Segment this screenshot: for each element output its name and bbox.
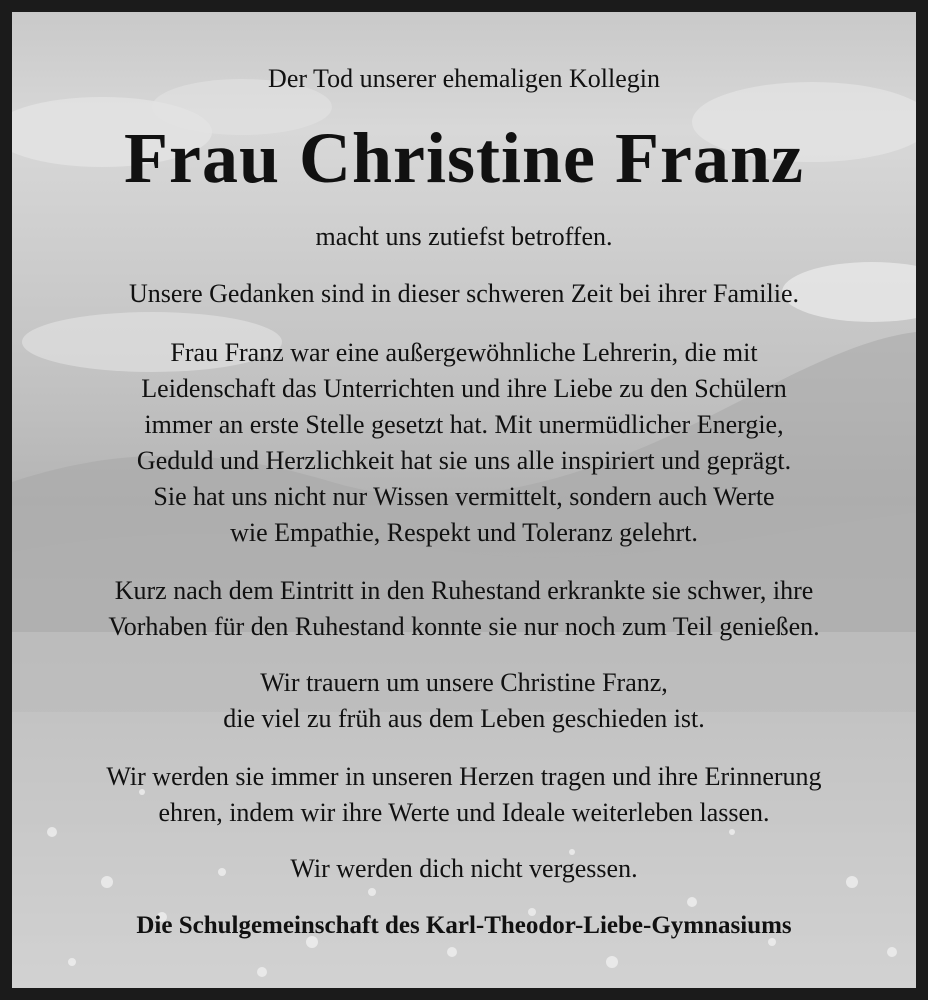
memory-line: Wir werden sie immer in unseren Herzen tragen und ihre Erinnerung — [106, 762, 822, 791]
intro-line: Der Tod unserer ehemaligen Kollegin — [268, 64, 660, 93]
deceased-name: Frau Christine Franz — [124, 118, 804, 198]
thoughts-line: Unsere Gedanken sind in dieser schweren Zeit bei ihrer Familie. — [129, 279, 799, 308]
tribute-line: Frau Franz war eine außergewöhnliche Lehrerin, die mit — [170, 338, 758, 367]
memory-line: ehren, indem wir ihre Werte und Ideale weiterleben lassen. — [158, 798, 770, 827]
tribute-line: wie Empathie, Respekt und Toleranz gelehrt. — [230, 518, 698, 547]
notice-content — [12, 12, 916, 988]
closing-line: Wir werden dich nicht vergessen. — [290, 854, 638, 883]
affected-line: macht uns zutiefst betroffen. — [315, 222, 613, 251]
mourning-line: Wir trauern um unsere Christine Franz, — [260, 668, 668, 697]
mourning-line: die viel zu früh aus dem Leben geschieden ist. — [223, 704, 705, 733]
tribute-line: Leidenschaft das Unterrichten und ihre Liebe zu den Schülern — [141, 374, 787, 403]
illness-line: Vorhaben für den Ruhestand konnte sie nur noch zum Teil genießen. — [108, 612, 820, 641]
tribute-line: Geduld und Herzlichkeit hat sie uns alle inspiriert und geprägt. — [136, 446, 792, 475]
tribute-line: Sie hat uns nicht nur Wissen vermittelt, sondern auch Werte — [153, 482, 775, 511]
illness-line: Kurz nach dem Eintritt in den Ruhestand erkrankte sie schwer, ihre — [114, 576, 814, 605]
tribute-line: immer an erste Stelle gesetzt hat. Mit unermüdlicher Energie, — [144, 410, 784, 439]
signature: Die Schulgemeinschaft des Karl-Theodor-Liebe-Gymnasiums — [136, 912, 792, 939]
